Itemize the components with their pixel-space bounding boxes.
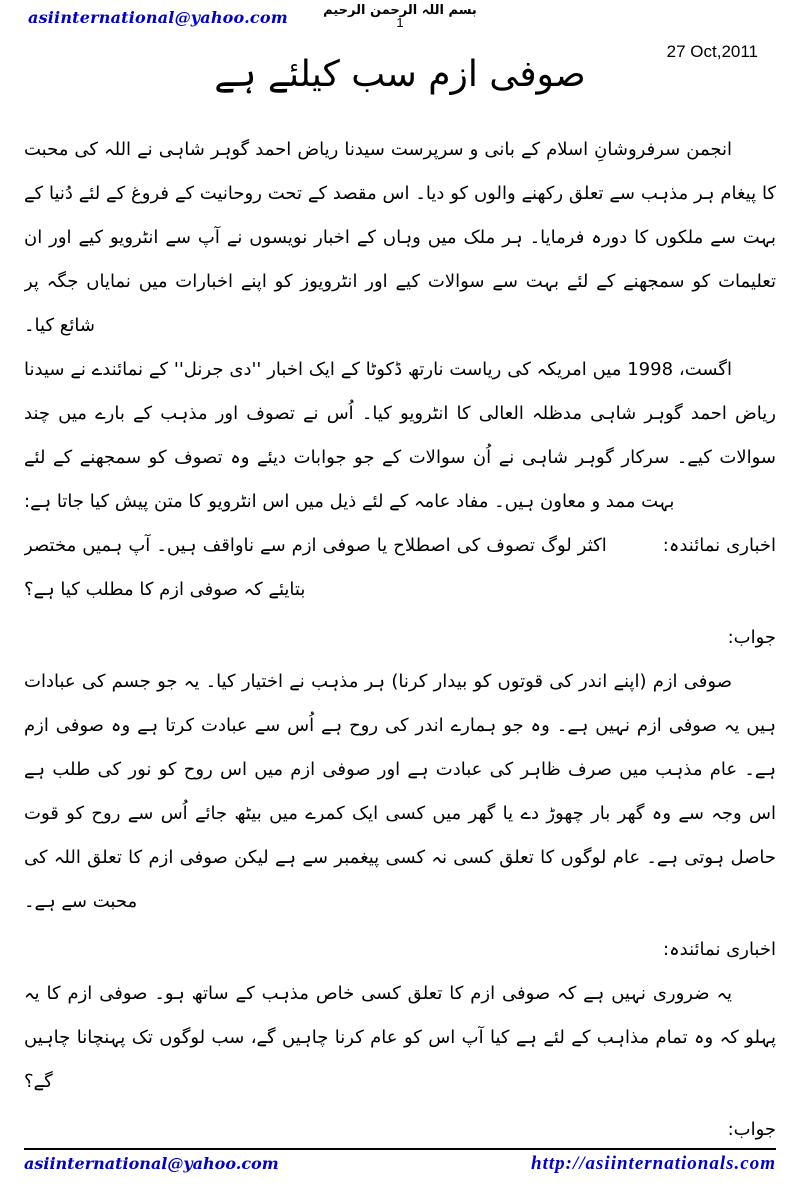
document-date: 27 Oct,2011 [666,42,758,61]
footer [24,1148,776,1175]
question-1-text: اکثر لوگ تصوف کی اصطلاح یا صوفی ازم سے ناواقف ہیں۔ آپ ہمیں مختصر بتایئے کہ صوفی ازم کا مطلب کیا ہے؟ [24,535,607,600]
interviewer-label-1: اخباری نمائندہ: [662,535,776,556]
question-2-text: یہ ضروری نہیں ہے کہ صوفی ازم کا تعلق کسی خاص مذہب کے ساتھ ہو۔ صوفی ازم کا یہ پہلو کہ وہ تمام مذاہب کے لئے ہے کیا آپ اس کو عام کرنا چاہیں گے، سب لوگوں تک پہنچانا چاہیں گے؟ [24,983,776,1092]
document-title: صوفی ازم سب کیلئے ہے [214,54,586,95]
bismillah-text: بسم اللہ الرحمن الرحیم [323,3,477,18]
bismillah-block [0,4,800,31]
answer-label-1: جواب: [727,627,776,648]
answer-1-text: صوفی ازم (اپنے اندر کی قوتوں کو بیدار کرنا) ہر مذہب نے اختیار کیا۔ یہ جو جسم کی عبادات ہیں یہ صوفی ازم نہیں ہے۔ وہ جو ہمارے اندر کی روح ہے اُس سے عبادت کرتا ہے وہ صوفی ازم ہے۔ عام مذہب میں صرف ظاہر کی عبادت ہے اور صوفی ازم میں اس روح کو نور کی طلب ہے اس وجہ سے وہ گھر بار چھوڑ دے یا گھر میں کسی ایک کمرے میں بیٹھ جائے اُس سے روح کو قوت حاصل ہوتی ہے۔ عام لوگوں کا تعلق کسی نہ کسی پیغمبر سے ہے لیکن صوفی ازم کا تعلق اللہ کی محبت سے ہے۔ [24,671,776,912]
paragraph-intro-1: انجمن سرفروشانِ اسلام کے بانی و سرپرست سیدنا ریاض احمد گوہر شاہی نے اللہ کی محبت کا پیغام ہر مذہب سے تعلق رکھنے والوں کو دیا۔ اس مقصد کے تحت روحانیت کے فروغ کے لئے دُنیا کے بہت سے ملکوں کا دورہ فرمایا۔ ہر ملک میں وہاں کے اخبار نویسوں نے آپ سے انٹرویو کیے اور ان تعلیمات کو سمجھنے کے لئے بہت سے سوالات کیے اور انٹرویوز کو اپنے اخبارات میں نمایاں جگہ پر شائع کیا۔ [24,139,776,336]
header-email-link[interactable]: asiinternational@yahoo.com [28,8,288,27]
interviewer-label-2: اخباری نمائندہ: [663,939,776,960]
document-body [24,128,776,1140]
page-number: 1 [396,15,404,31]
question-1-line [24,524,776,612]
footer-email-link[interactable]: asiinternational@yahoo.com [24,1154,279,1173]
footer-url-link[interactable]: http://asiinternationals.com [531,1153,776,1174]
paragraph-intro-2: اگست، 1998 میں امریکہ کی ریاست نارتھ ڈکوٹا کے ایک اخبار ''دی جرنل'' کے نمائندے نے سیدنا ریاض احمد گوہر شاہی مدظلہ العالی کا انٹرویو کیا۔ اُس نے تصوف اور مذہب کے بارے میں چند سوالات کیے۔ سرکار گوہر شاہی نے اُن سوالات کے جو جوابات دیئے وہ تصوف کو سمجھنے کے لئے بہت ممد و معاون ہیں۔ مفاد عامہ کے لئے ذیل میں اس انٹرویو کا متن پیش کیا جاتا ہے: [24,359,776,512]
answer-label-2: جواب: [727,1119,776,1140]
